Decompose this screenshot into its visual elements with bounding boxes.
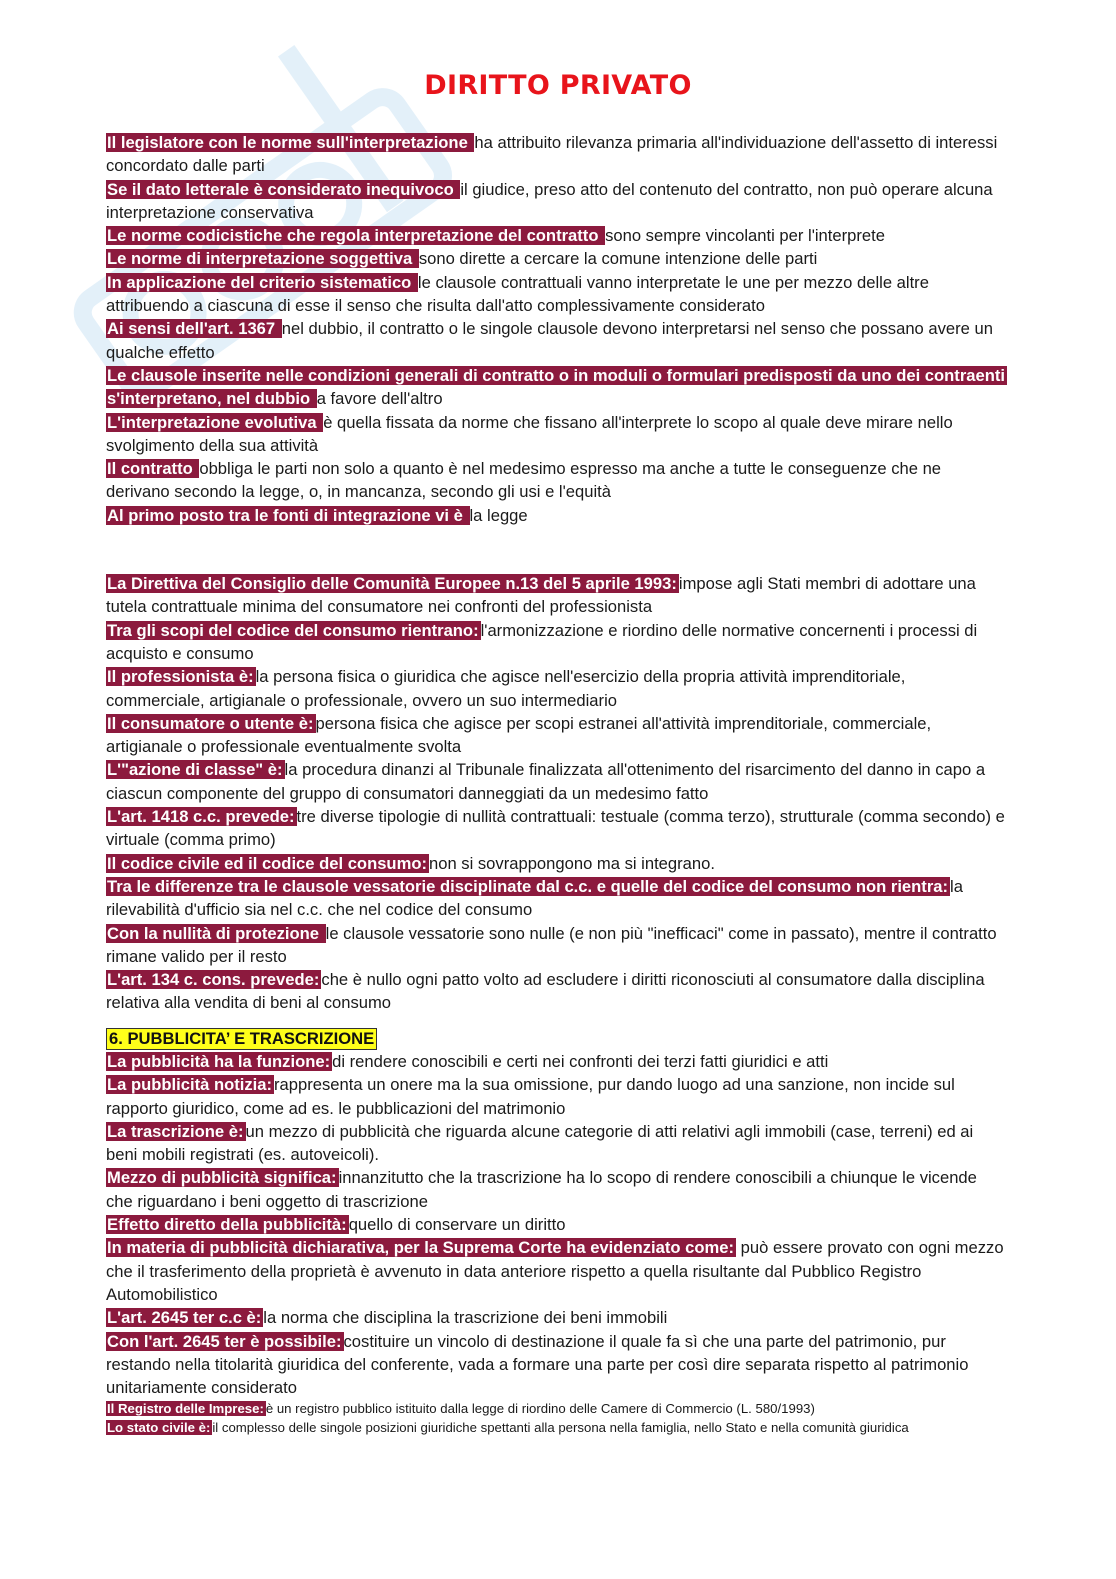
entry-text: sono dirette a cercare la comune intenzione delle parti [418,249,818,269]
entry-text: innanzitutto che la trascrizione ha lo scopo di rendere conoscibili a chiunque le vicende che riguardano i beni oggetto di trascrizione [106,1168,977,1211]
entry-text: sono sempre vincolanti per l'interprete [605,226,885,246]
list-item [106,1399,1006,1418]
entry-term: L'art. 134 c. cons. prevede: [107,970,320,990]
list-item [106,364,1006,411]
entry-term: Il professionista è: [107,667,254,687]
entry-term: Le clausole inserite nelle condizioni generali di contratto o in moduli o formulari predisposti da uno dei contraenti s'interpretano, nel dubbio [107,365,1006,409]
entry-term: Le norme codicistiche che regola interpretazione del contratto [107,226,604,246]
entry-text: tre diverse tipologie di nullità contrattuali: testuale (comma terzo), strutturale (comma secondo) e virtuale (comma primo) [106,807,1005,850]
entry-term: Il contratto [107,459,198,479]
entry-term: La trascrizione è: [107,1121,244,1141]
list-item [106,619,1006,666]
entry-term: Se il dato letterale è considerato inequivoco [107,179,459,199]
entry-term: La pubblicità ha la funzione: [107,1051,331,1071]
section-gap [106,1015,1006,1027]
entry-term: Al primo posto tra le fonti di integrazione vi è [107,505,468,525]
publicity-section [106,1027,1006,1438]
list-item [106,1213,1006,1236]
entry-text: costituire un vincolo di destinazione il quale fa sì che una parte del patrimonio, pur restando nella titolarità giuridica del conferente, vada a formare una parte per così dire separata rispetto al patrimonio unitariamente considerato [106,1331,969,1398]
entry-text: che è nullo ogni patto volto ad escludere i diritti riconosciuti al consumatore dalla disciplina relativa alla vendita di beni al consumo [106,970,985,1013]
entry-term: Il Registro delle Imprese: [107,1401,264,1417]
entry-term: Tra gli scopi del codice del consumo rientrano: [107,620,479,640]
list-item [106,1306,1006,1329]
entry-text: l'armonizzazione e riordino delle normative concernenti i processi di acquisto e consumo [106,620,978,663]
list-item [106,247,1006,270]
list-item [106,712,1006,759]
entry-term: Le norme di interpretazione soggettiva [107,249,417,269]
section-heading: 6. PUBBLICITA’ E TRASCRIZIONE [106,1028,377,1050]
entry-term: Lo stato civile è: [107,1420,211,1436]
list-item [106,271,1006,318]
section-gap [106,527,1006,572]
entry-text: persona fisica che agisce per scopi estranei all'attività imprenditoriale, commerciale, artigianale o professionale eventualmente svolta [106,713,932,757]
entry-term: L'art. 1418 c.c. prevede: [107,807,295,827]
list-item [106,1073,1006,1120]
entry-term: La Direttiva del Consiglio delle Comunità Europee n.13 del 5 aprile 1993: [107,574,677,594]
entry-term: Con la nullità di protezione [107,923,324,943]
entry-text: di rendere conoscibili e certi nei confronti dei terzi fatti giuridici e atti [332,1051,829,1071]
entry-text: non si sovrappongono ma si integrano. [429,853,715,873]
list-item [106,1418,1006,1437]
list-item [106,1050,1006,1073]
entry-term: L'"azione di classe" è: [107,760,283,780]
entry-text: a favore dell'altro [316,389,443,409]
entry-text: impose agli Stati membri di adottare una tutela contrattuale minima del consumatore nei confronti del professionista [106,574,976,617]
entry-term: Effetto diretto della pubblicità: [107,1215,347,1235]
entry-text: la rilevabilità d'ufficio sia nel c.c. che nel codice del consumo [106,876,963,920]
entry-text: è un registro pubblico istituito dalla legge di riordino delle Camere di Commercio (L. 580/1993) [265,1401,815,1417]
document-body [106,131,1006,1437]
entry-term: L'interpretazione evolutiva [107,412,322,432]
entry-text: la procedura dinanzi al Tribunale finalizzata all'ottenimento del risarcimento del danno in capo a ciascun componente del gruppo di consumatori danneggiati da un medesimo fatto [106,760,986,803]
entry-text: è quella fissata da norme che fissano all'interprete lo scopo al quale deve mirare nello svolgimento della sua attività [106,412,953,455]
list-item [106,875,1006,922]
entry-text: obbliga le parti non solo a quanto è nel medesimo espresso ma anche a tutte le conseguenze che ne derivano secondo la legge, o, in mancanza, secondo gli usi e l'equità [106,459,942,502]
entry-term: In materia di pubblicità dichiarativa, per la Suprema Corte ha evidenziato come: [107,1238,735,1258]
list-item [106,968,1006,1015]
entry-text: ha attribuito rilevanza primaria all'individuazione dell'assetto di interessi concordato dalle parti [106,133,998,176]
entry-term: La pubblicità notizia: [107,1075,273,1095]
list-item [106,411,1006,458]
list-item [106,1120,1006,1167]
list-item [106,1166,1006,1213]
entry-text: le clausole contrattuali vanno interpretate le une per mezzo delle altre attribuendo a ciascuna di esse il senso che risulta dall'atto complessivamente considerato [106,272,929,316]
list-item [106,178,1006,225]
entry-text: la legge [469,505,528,525]
entry-term: L'art. 2645 ter c.c è: [107,1308,262,1328]
entry-term: Il legislatore con le norme sull'interpretazione [107,133,473,152]
entry-text: può essere provato con ogni mezzo che il trasferimento della proprietà è avvenuto in data anteriore rispetto a quella risultante dal Pubblico Registro Automobilistico [106,1238,1004,1304]
list-item [106,1236,1006,1306]
list-item [106,572,1006,619]
list-item [106,805,1006,852]
entry-text: il complesso delle singole posizioni giuridiche spettanti alla persona nella famiglia, nello Stato e nella comunità giuridica [212,1420,909,1436]
list-item [106,1330,1006,1400]
entry-text: rappresenta un onere ma la sua omissione, pur dando luogo ad una sanzione, non incide sul rapporto giuridico, come ad es. le pubblicazioni del matrimonio [106,1075,955,1118]
list-item [106,504,1006,527]
entry-term: Con l'art. 2645 ter è possibile: [107,1331,342,1351]
entry-term: Tra le differenze tra le clausole vessatorie disciplinate dal c.c. e quelle del codice del consumo non rientra: [107,876,949,896]
entry-term: Il consumatore o utente è: [107,713,314,733]
list-item [106,131,1006,178]
interpretation-section [106,131,1006,527]
entry-term: In applicazione del criterio sistematico [107,272,416,292]
list-item [106,665,1006,712]
entry-text: quello di conservare un diritto [348,1215,566,1235]
entry-text: nel dubbio, il contratto o le singole clausole devono interpretarsi nel senso che possano avere un qualche effetto [106,319,993,362]
list-item [106,457,1006,504]
entry-term: Mezzo di pubblicità significa: [107,1168,337,1188]
list-item [106,317,1006,364]
list-item [106,922,1006,969]
entry-text: le clausole vessatorie sono nulle (e non più "inefficaci" come in passato), mentre il contratto rimane valido per il resto [106,923,997,966]
entry-text: un mezzo di pubblicità che riguarda alcune categorie di atti relativi agli immobili (case, terreni) ed ai beni mobili registrati (es. autoveicoli). [106,1121,974,1165]
list-item [106,758,1006,805]
entry-text: il giudice, preso atto del contenuto del contratto, non può operare alcuna interpretazione conservativa [106,179,993,222]
entry-term: Il codice civile ed il codice del consumo: [107,853,427,873]
entry-text: la persona fisica o giuridica che agisce nell'esercizio della propria attività imprenditoriale, commerciale, artigianale o professionale, ovvero un suo intermediario [106,667,906,710]
page-title: DIRITTO PRIVATO [424,70,692,101]
consumer-section [106,572,1006,1015]
list-item [106,224,1006,247]
entry-term: Ai sensi dell'art. 1367 [107,319,280,339]
list-item [106,852,1006,875]
entry-text: la norma che disciplina la trascrizione dei beni immobili [263,1308,668,1328]
